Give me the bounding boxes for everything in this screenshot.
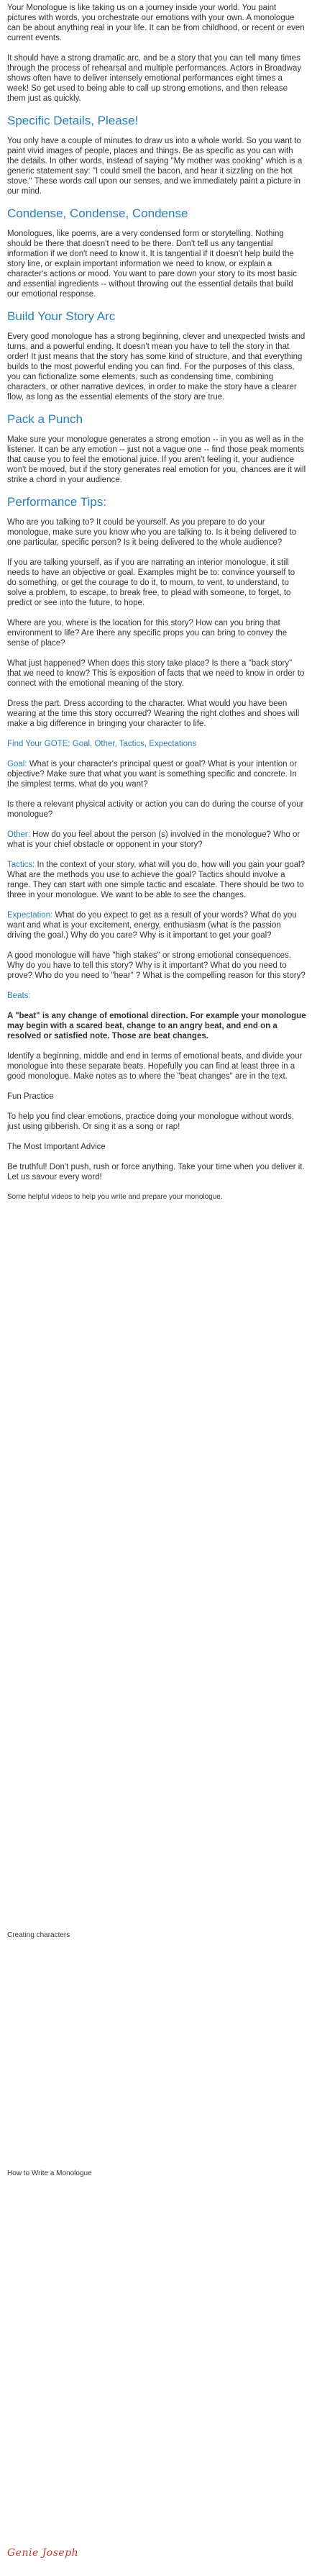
arc-paragraph: Every good monologue has a strong beginning, clever and unexpected twists and turns, and a powerful ending. It doesn't mean you have to tell the story in that order! It just means that the story has some kind of structure, and that everything builds to the most powerful ending you can find. For the purposes of this class, you can fictionalize some elements, such as condensing time, combining characters, or other narrative devices, in order to make the story have a clearer flow, as long as the essential elements of the story are true. <box>7 332 306 402</box>
stakes-paragraph: A good monologue will have "high stakes" or strong emotional consequences. Why do you have to tell this story? Why is it important? What do you need to prove? Who do you need to "hear" ? What is the compelling reason for this story? <box>7 951 306 980</box>
other-paragraph <box>7 830 306 850</box>
heading-condense: Condense, Condense, Condense <box>7 207 188 220</box>
condense-paragraph: Monologues, like poems, are a very condensed form or storytelling. Nothing should be there that doesn't need to be there. Don't tell us any tangential information if we don't need to know it. It is tangential if it doesn't help build the story line, or explain important information we need to know, or explain a character's actions or mood. You want to pare down your story to its most basic and essential ingredients -- without throwing out the essential details that build our emotional response. <box>7 230 297 299</box>
beats-paragraph-1: A "beat" is any change of emotional direction. For example your monologue may begin with a scared beat, change to an angry beat, and end on a resolved or satisfied note. Those are beat changes. <box>7 1012 306 1040</box>
author-signature: Genie Joseph <box>7 2547 79 2559</box>
tips-paragraph-3: Where are you, where is the location for this story? How can you bring that environment to life? Are there any specific props you can bring to convey the sense of place? <box>7 619 288 648</box>
physical-paragraph: Is there a relevant physical activity or action you can do during the course of your monologue? <box>7 800 304 819</box>
fun-practice-heading: Fun Practice <box>7 1092 54 1101</box>
goal-label: Goal: <box>7 760 27 768</box>
tactics-paragraph <box>7 860 306 900</box>
heading-pack-a-punch: Pack a Punch <box>7 412 83 426</box>
other-text: How do you feel about the person (s) involved in the monologue? Who or what is your chief obstacle or opponent in your story? <box>7 830 300 849</box>
expectation-paragraph <box>7 910 306 940</box>
gote-heading: Find Your GOTE: Goal, Other, Tactics, Expectations <box>7 740 197 748</box>
tips-paragraph-5: Dress the part. Dress according to the character. What would you have been wearing at the time this story occurred? Wearing the right clothes and shoes will make a big difference in bringing your character to life. <box>7 699 300 728</box>
heading-specific-details: Specific Details, Please! <box>7 114 139 127</box>
tactics-label: Tactics: <box>7 861 35 869</box>
important-advice-paragraph: Be truthful! Don't push, rush or force anything. Take your time when you deliver it. Let us savour every word! <box>7 1163 305 1182</box>
tips-paragraph-2: If you are talking yourself, as if you are narrating an interior monologue, it still needs to have an objective or goal. Examples might be to: convince yourself to do something, or get the courage to do it, to mourn, to vent, to understand, to solve a problem, to escape, to break free, to plead with someone, to forget, to predict or see into the future, to hope. <box>7 558 295 607</box>
heading-performance-tips: Performance Tips: <box>7 495 106 509</box>
heading-story-arc: Build Your Story Arc <box>7 309 116 323</box>
beats-paragraph-2: Identify a beginning, middle and end in terms of emotional beats, and divide your monologue into these separate beats. Hopefully you can find at least three in a good monologue. Make notes as to where the "beat changes" are in the text. <box>7 1052 303 1081</box>
article-content <box>7 3 306 1212</box>
tips-paragraph-1: Who are you talking to? It could be yourself. As you prepare to do your monologue, make sure you know who you are talking to. Is it being delivered to one particular, specific person? Is it being delivered to the whole audience? <box>7 518 297 547</box>
expectation-label: Expectation: <box>7 911 53 920</box>
punch-paragraph: Make sure your monologue generates a strong emotion -- in you as well as in the listener. It can be any emotion -- just not a vague one -- find those peak moments that cause you to feel the emotional juice. If you aren't feeling it, your audience won't be moved, but if the story generates real emotion for you, chances are it will strike a chord in your audience. <box>7 435 306 484</box>
intro-paragraph-2: It should have a strong dramatic arc, and be a story that you can tell many times through the process of rehearsal and multiple performances. Actors in Broadway shows often have to deliver intensely emotional performances eight times a week! So get used to being able to call up strong emotions, and then release them just as quickly. <box>7 54 302 103</box>
goal-text: What is your character's principal quest or goal? What is your intention or objective? Make sure that what you want is something specific and concrete. In the simplest terms, what do you want? <box>7 760 297 789</box>
tips-paragraph-4: What just happened? When does this story take place? Is there a "back story" that we need to know? This is exposition of facts that we need to know in order to connect with the emotional meaning of the story. <box>7 659 305 688</box>
tactics-text: In the context of your story, what will you do, how will you gain your goal? What are the methods you use to achieve the goal? Tactics should involve a range. They can start with one simple tactic and escalate. There should be two to three in your monologue. We want to be able to see the changes. <box>7 861 305 899</box>
video-caption-how-to-write: How to Write a Monologue <box>7 2169 92 2177</box>
fun-practice-paragraph: To help you find clear emotions, practice doing your monologue without words, just using gibberish. Or sing it as a song or rap! <box>7 1112 294 1131</box>
goal-paragraph <box>7 759 306 789</box>
important-advice-heading: The Most Important Advice <box>7 1143 106 1151</box>
intro-paragraph-1: Your Monologue is like taking us on a journey inside your world. You paint pictures with words, you orchestrate our emotions with your own. A monologue can be about anything real in your life. It can be from childhood, or recent or even current events. <box>7 4 305 42</box>
expectation-text: What do you expect to get as a result of your words? What do you want and what is your excitement, energy, enthusiasm (what is the passion driving the goal.) Why do you care? Why is it important to get your goal? <box>7 911 297 940</box>
videos-intro: Some helpful videos to help you write and prepare your monologue. <box>7 1193 223 1201</box>
beats-heading: Beats: <box>7 992 31 1000</box>
specific-paragraph: You only have a couple of minutes to draw us into a whole world. So you want to paint vivid images of people, places and things. Be as specific as you can with the details. In other words, instead of saying "My mother was cooking" which is a generic statement say: "I could smell the bacon, and hear it sizzling on the hot stove." These words call upon our senses, and we immediately paint a picture in our mind. <box>7 137 303 196</box>
video-caption-creating-characters: Creating characters <box>7 1931 70 1939</box>
other-label: Other: <box>7 830 30 839</box>
